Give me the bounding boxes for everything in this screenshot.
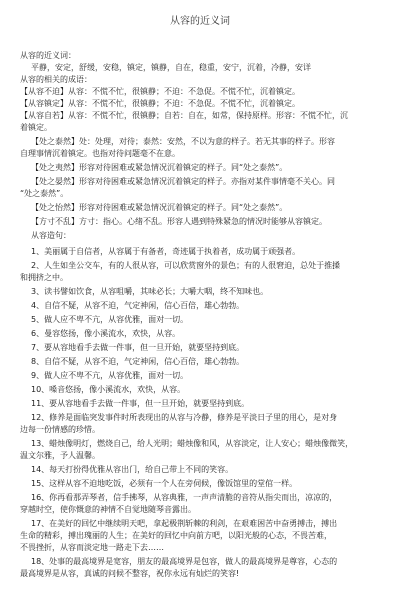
text-line: 从容的相关的成语： (20, 75, 92, 84)
text-line: 18、处事的最高境界是宽容，朋友的最高境界是包容，做人的最高境界是尊容，心态的 (31, 557, 338, 566)
text-line: 不畏挫折，从容而淡定地一路走下去…… (20, 543, 164, 552)
text-line: 16、你再看那弄琴者，信手拂琴，从容典雅，一声声清脆的音符从指尖而出，凉凉的， (31, 493, 338, 502)
text-line: 最高境界是从容，真诚的问候不整容，祝你永远有灿烂的笑容! (20, 569, 240, 578)
text-line: 5、做人应不卑不亢，从容优雅，面对一切。 (31, 315, 189, 324)
text-line: 从容造句： (31, 231, 71, 240)
text-line: 6、曼容悠扬，像小溪流水，欢快，从容。 (31, 329, 181, 338)
text-line: 和拥挤之中。 (20, 273, 68, 282)
page-title: 从容的近义词 (170, 16, 230, 27)
text-line: 【处之夷然】形容对待困难或紧急情况沉着镇定的样子。同“处之泰然”。 (31, 163, 288, 172)
text-line: 生命的精彩，搏出瑰丽的人生；在美好的回忆中向前方吧，以阳光般的心态，不畏苦难， (20, 531, 332, 540)
text-line: 从容的近义词： (20, 51, 76, 60)
text-line: 10、嗓音悠扬，像小溪流水，欢快，从容。 (31, 385, 186, 394)
text-line: 14、每天打扮得优雅从容出门，给自己带上不同的笑容。 (31, 465, 234, 474)
text-line: 【处之晏然】形容对待困难或紧急情况沉着镇定的样子。亦指对某件事情毫不关心。同 (31, 177, 335, 186)
text-line: 7、要从容地看手去做一件事，但一旦开始，就要坚持到底。 (31, 343, 245, 352)
text-line: 边每一份情感的珍惜。 (20, 425, 100, 434)
text-line: 着镇定。 (20, 123, 52, 132)
text-line: 8、自信不疑，从容不迫，气定神闲，信心百倍，雄心勃勃。 (31, 357, 245, 366)
text-line: 【处之泰然】处：处理，对待；泰然：安然，不以为意的样子。若无其事的样子。形容 (31, 137, 335, 146)
text-line: 【从容镇定】从容：不慌不忙，很镇静；不迫：不急促。不慌不忙，沉着镇定。 (20, 99, 300, 108)
text-line: 【从容自若】从容：不慌不忙，很镇静；自若：自在，如常，保持原样。形容：不慌不忙，沉 (20, 111, 348, 120)
text-line: 12、修养是面临突发事件时所表现出的从容与冷静，修养是平淡日子里的用心，是对身 (31, 413, 338, 422)
text-line: 【处之怡然】形容对待困难或紧急情况沉着镇定的样子。同“处之泰然”。 (31, 203, 288, 212)
text-line: “处之泰然”。 (20, 189, 69, 198)
text-line: 15、这样从容不迫地吃饭，必须有一个人在旁伺候，像饭馆里的堂倌一样。 (31, 479, 298, 488)
text-line: 11、要从容地看手去做一件事，但一旦开始，就要坚持到底。 (31, 399, 250, 408)
text-line: 17、在美好的回忆中继续明天吧，拿起极荆斩棘的利剑，在艰难困苦中奋勇搏击，搏出 (31, 519, 338, 528)
text-line: 13、蜡烛像明灯，燃烧自己，给人光明；蜡烛像和风，从容淡定，让人安心；蜡烛像微笑， (31, 439, 354, 448)
text-line: 2、人生如坐公交车，有的人很从容，可以欣赏窗外的景色；有的人很窘迫，总处于推搡 (31, 261, 341, 270)
text-line: 自理事情沉着镇定。也指对待问题毫不在意。 (20, 149, 180, 158)
text-line: 1、美丽属于自信者，从容属于有备者，奇迹属于执着者，成功属于顽强者。 (31, 247, 301, 256)
text-line: 穿越时空，使你慨意的神情不自觉地随琴音露出。 (20, 505, 196, 514)
text-line: 4、自信不疑，从容不迫，气定神闲，信心百倍，雄心勃勃。 (31, 301, 245, 310)
text-line: 温文尔雅，予人温馨。 (20, 451, 100, 460)
text-line: 3、读书譬如饮食，从容咀嚼，其味必长；大嚼大咽，终不知味也。 (31, 287, 269, 296)
text-line: 【从容不迫】从容：不慌不忙，很镇静；不迫：不急促。不慌不忙，沉着镇定。 (20, 87, 300, 96)
text-line: 9、做人应不卑不亢，从容优雅，面对一切。 (31, 371, 189, 380)
text-line: 【方寸不乱】方寸：指心。心绪不乱。形容人遇到特殊紧急的情况时能够从容镇定。 (31, 217, 327, 226)
text-line: 平静，安定，舒缓，安稳，镇定，镇静，自在，稳重，安宁，沉着，冷静，安详 (31, 63, 311, 72)
